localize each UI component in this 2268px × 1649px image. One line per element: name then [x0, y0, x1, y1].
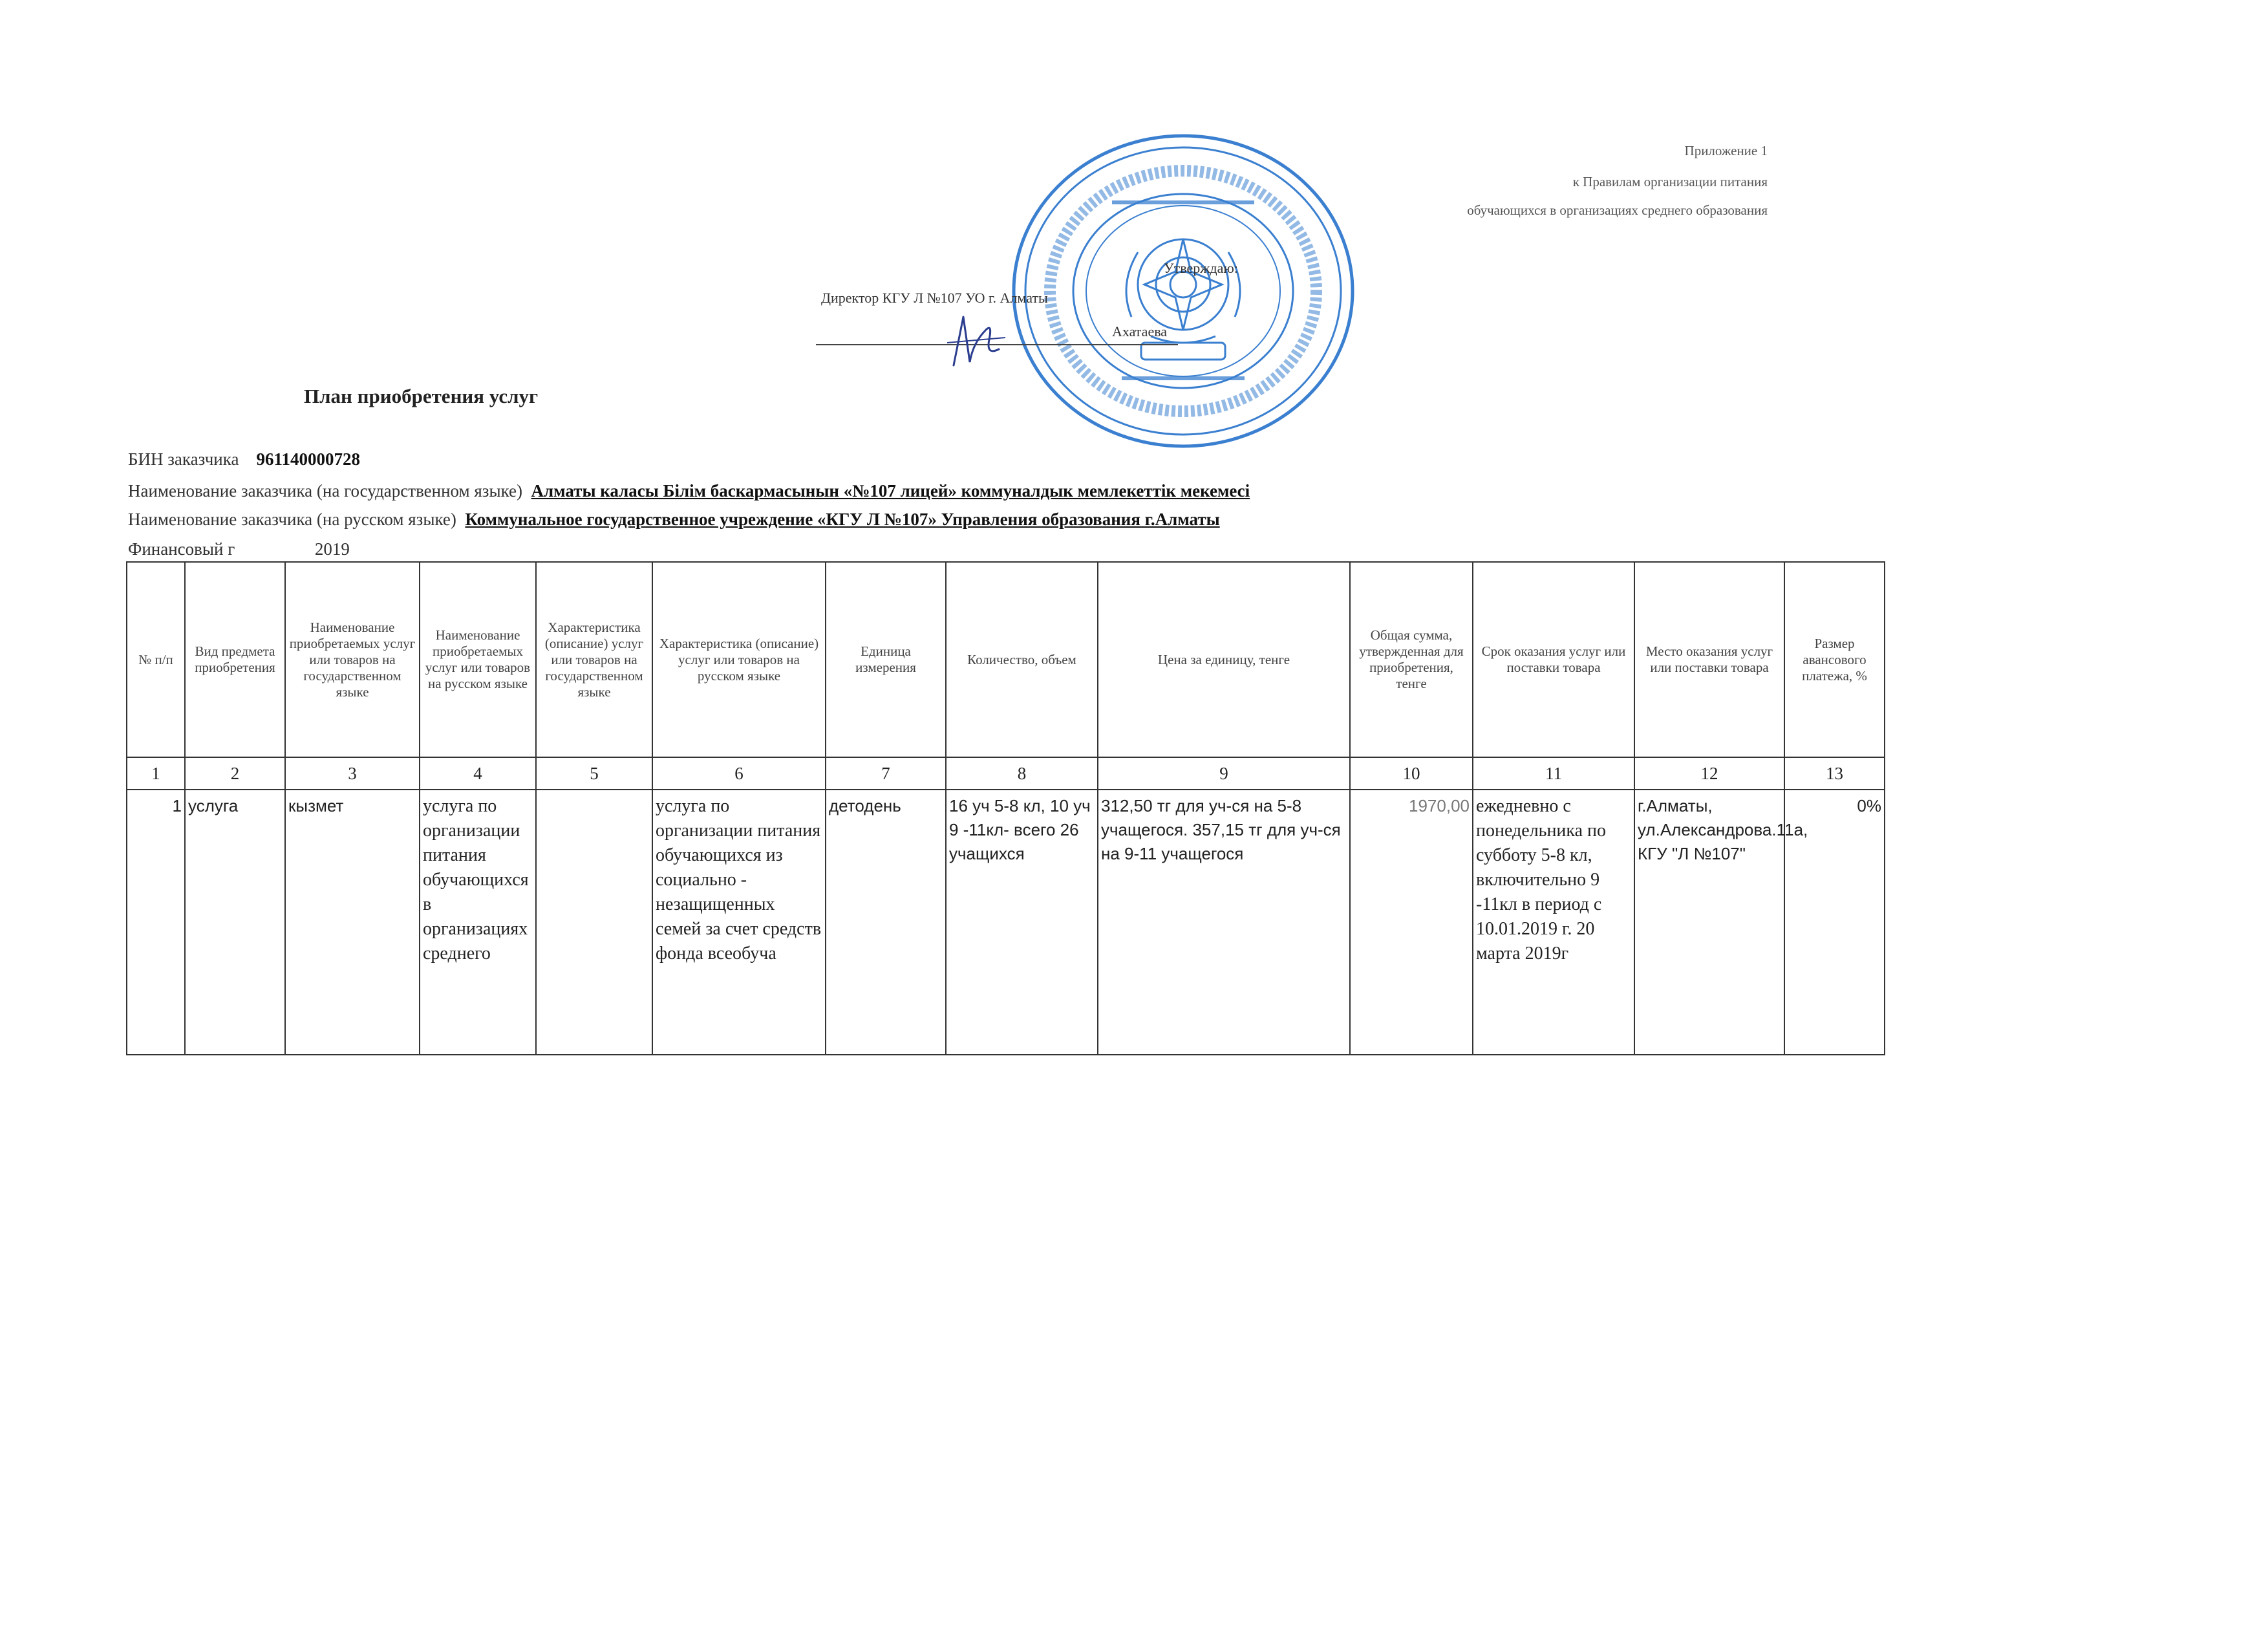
director-signature — [941, 304, 1012, 375]
column-number: 11 — [1473, 757, 1634, 790]
header-cell: Место оказания услуг или поставки товара — [1634, 562, 1784, 757]
cell-price: 312,50 тг для уч-ся на 5-8 учащегося. 357,15 тг для уч-ся на 9-11 учащегося — [1098, 790, 1350, 1055]
bin-line — [128, 448, 360, 470]
header-cell: Цена за единицу, тенге — [1098, 562, 1350, 757]
column-number: 5 — [536, 757, 652, 790]
customer-name-ru-value: Коммунальное государственное учреждение «КГУ Л №107» Управления образования г.Алматы — [465, 510, 1220, 529]
director-position: Директор КГУ Л №107 УО г. Алматы — [821, 290, 1048, 306]
fin-year-label: Финансовый г — [128, 539, 235, 559]
table-row — [127, 790, 1885, 1055]
header-cell: № п/п — [127, 562, 185, 757]
cell-total: 1970,00 — [1350, 790, 1473, 1055]
appendix-line-3: обучающихся в организациях среднего образования — [1467, 202, 1768, 218]
customer-name-state-value: Алматы каласы Білім баскармасынын «№107 лицей» коммуналдык мемлекеттік мекемесі — [531, 481, 1250, 501]
column-number: 8 — [946, 757, 1098, 790]
document-title: План приобретения услуг — [304, 385, 539, 407]
cell-desc-ru: услуга по организации питания обучающихся из социально - незащищенных семей за счет средств фонда всеобуча — [652, 790, 826, 1055]
column-number-row — [127, 757, 1885, 790]
header-cell: Вид предмета приобретения — [185, 562, 285, 757]
header-cell: Характеристика (описание) услуг или товаров на русском языке — [652, 562, 826, 757]
customer-name-ru-line — [128, 508, 1220, 530]
column-number: 12 — [1634, 757, 1784, 790]
header-cell: Наименование приобретаемых услуг или товаров на государственном языке — [285, 562, 420, 757]
row-number: 1 — [127, 790, 185, 1055]
cell-name-ru: услуга по организации питания обучающихся в организациях среднего — [420, 790, 536, 1055]
fin-year-line — [128, 538, 350, 560]
customer-name-state-label: Наименование заказчика (на государственном языке) — [128, 481, 523, 501]
official-stamp — [1002, 123, 1364, 459]
column-number: 4 — [420, 757, 536, 790]
director-name: Ахатаева — [1112, 323, 1168, 339]
header-cell: Срок оказания услуг или поставки товара — [1473, 562, 1634, 757]
cell-name-state: кызмет — [285, 790, 420, 1055]
cell-quantity: 16 уч 5-8 кл, 10 уч 9 -11кл- всего 26 учащихся — [946, 790, 1098, 1055]
column-number: 7 — [826, 757, 946, 790]
bin-value: 961140000728 — [256, 449, 360, 469]
cell-desc-state — [536, 790, 652, 1055]
cell-kind: услуга — [185, 790, 285, 1055]
header-cell: Количество, объем — [946, 562, 1098, 757]
cell-term: ежедневно с понедельника по субботу 5-8 кл, включительно 9 -11кл в период с 10.01.2019 г. 20 марта 2019г — [1473, 790, 1634, 1055]
appendix-line-1: Приложение 1 — [1684, 143, 1768, 158]
header-cell: Размер авансового платежа, % — [1784, 562, 1885, 757]
cell-advance: 0% — [1784, 790, 1885, 1055]
column-number: 9 — [1098, 757, 1350, 790]
customer-name-ru-label: Наименование заказчика (на русском языке) — [128, 510, 456, 529]
header-cell: Единица измерения — [826, 562, 946, 757]
cell-unit: детодень — [826, 790, 946, 1055]
column-number: 6 — [652, 757, 826, 790]
cell-place: г.Алматы, ул.Александрова.11а, КГУ "Л №107" — [1634, 790, 1784, 1055]
header-cell: Наименование приобретаемых услуг или товаров на русском языке — [420, 562, 536, 757]
fin-year-value: 2019 — [314, 539, 350, 559]
procurement-plan-table — [126, 561, 1885, 1055]
column-number: 3 — [285, 757, 420, 790]
customer-name-state-line — [128, 480, 1250, 502]
bin-label: БИН заказчика — [128, 449, 239, 469]
column-number: 2 — [185, 757, 285, 790]
header-cell: Общая сумма, утвержденная для приобретения, тенге — [1350, 562, 1473, 757]
column-number: 10 — [1350, 757, 1473, 790]
column-number: 1 — [127, 757, 185, 790]
table-header-row — [127, 562, 1885, 757]
column-number: 13 — [1784, 757, 1885, 790]
approval-title: Утверждаю: — [1164, 260, 1238, 276]
header-cell: Характеристика (описание) услуг или товаров на государственном языке — [536, 562, 652, 757]
appendix-line-2: к Правилам организации питания — [1572, 174, 1768, 189]
